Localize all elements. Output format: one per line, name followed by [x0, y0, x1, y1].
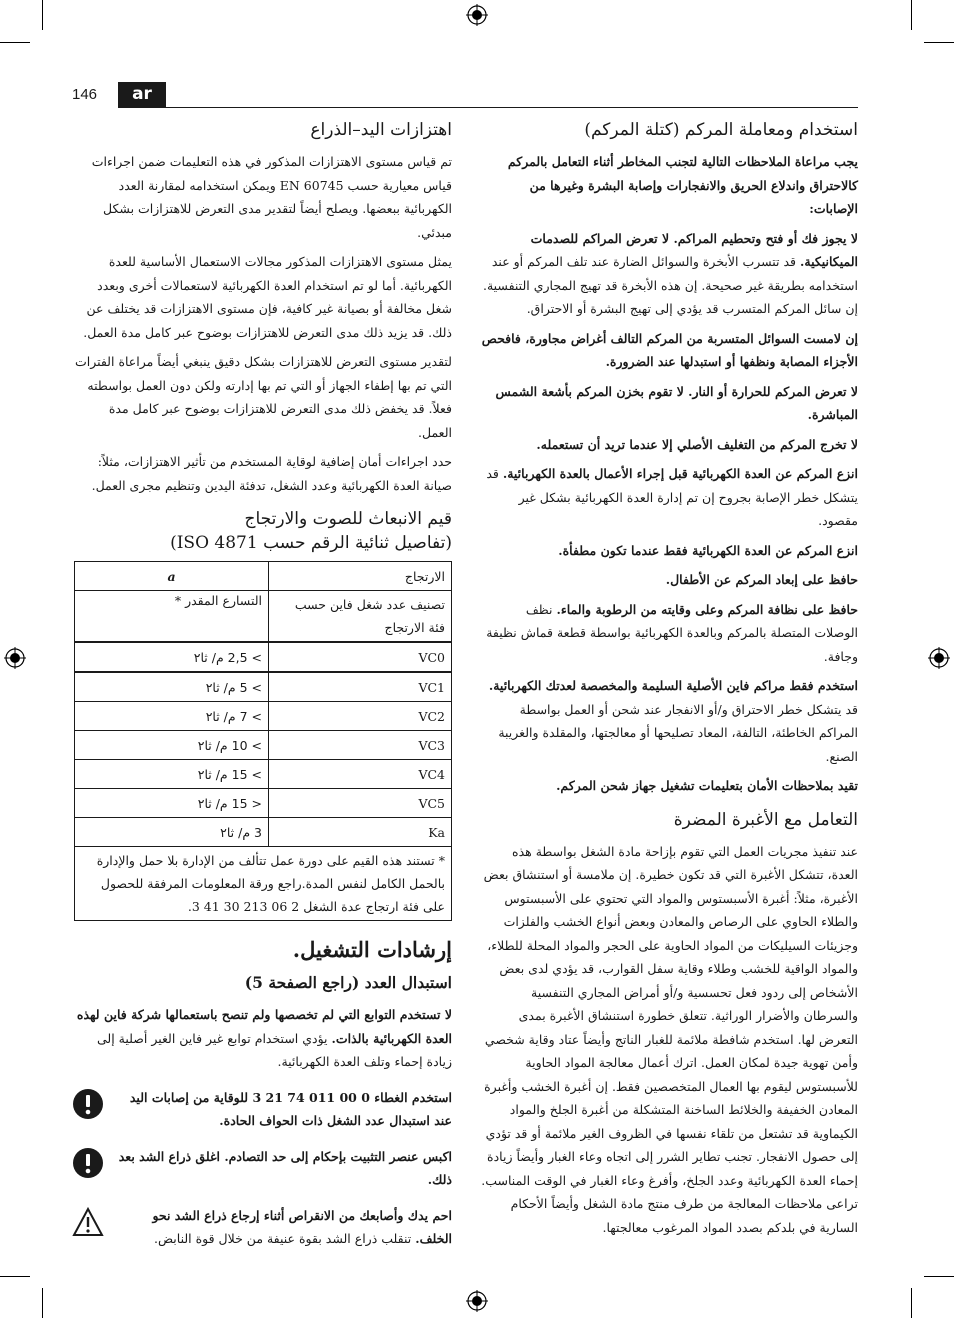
battery-paragraph: تقيد بملاحظات الأمان بتعليمات تشغيل جهاز شحن المركم. [556, 778, 858, 793]
warning-item [72, 1086, 452, 1133]
crop-mark [0, 42, 30, 43]
crop-mark [0, 1276, 30, 1277]
table-header-class: الارتجاج [269, 562, 452, 591]
battery-paragraph: انزع المركم عن العدة الكهربائية فقط عندما تكون مطفأة. [558, 542, 858, 558]
registration-mark-icon [4, 647, 26, 669]
emission-title: قيم الانبعاث للصوت والارتجاج (تفاصيل ثنائية الرقم حسب ISO 4871) [170, 509, 452, 553]
battery-paragraph: انزع المركم عن العدة الكهربائية قبل إجراء الأعمال بالعدة الكهربائية. قد يتشكل خطر الإصابة بجروح إن تم إدارة العدة الكهربائية بشكل غير مقصود. [486, 466, 858, 528]
table-row [75, 760, 452, 789]
table-row [75, 818, 452, 847]
table-cell-value: > 15 م/ ثا٢ [75, 760, 269, 789]
battery-intro: يجب مراعاة الملاحظات التالية لتجنب المخاطر أثناء التعامل بالمركم كالاحتراق واندلاع الحريق والانفجارات وإصابة البشرة وغيرها من الإصابات: [507, 154, 858, 216]
table-cell-value: 3 م/ ثا٢ [75, 818, 269, 847]
battery-paragraph: حافظ على نظافة المركم وعلى وقايته من الرطوبة والماء. نظف الوصلات المتصلة بالمركم وبالعدة الكهربائية بواسطة قطعة قماش نظيفة وجافة. [486, 601, 858, 664]
table-cell-value: < 15 م/ ثا٢ [75, 789, 269, 818]
warning-item [72, 1204, 452, 1251]
registration-mark-icon [466, 1290, 488, 1312]
table-cell-class: VC5 [269, 789, 452, 818]
vibration-paragraph: تم قياس مستوى الاهتزازات المذكور في هذه التعليمات ضمن اجراءات قياس معيارية حسب EN 60745 ويمكن استخدامه لمقارنة العدد الكهربائية ببعضها. ويصلح أيضاً لتقدير مدى التعرض للاهتزازات بشكل مبدئي. [91, 154, 452, 240]
table-cell-class: Ka [269, 818, 452, 847]
warning-item [72, 1145, 452, 1192]
table-cell-class: VC4 [269, 760, 452, 789]
dust-section-title: التعامل مع الأغبرة المضرة [673, 809, 858, 830]
table-row [75, 672, 452, 702]
header-rule [166, 107, 858, 108]
warning-text: استخدم الغطاء 0 00 011 74 21 3 للوقاية من إصابات اليد عند استبدال عدد الشغل ذات الحواف الحادة. [129, 1089, 452, 1128]
battery-section-title: استخدام ومعاملة المركم (كتلة المركم) [584, 120, 858, 140]
tool-change-title: استبدال العدد (راجع الصفحة 5) [244, 973, 452, 992]
mandatory-notice-icon [72, 1147, 104, 1179]
battery-paragraph: لا تخرج المركم من التغليف الأصلي إلا عندما تريد أن تستعمله. [536, 436, 858, 452]
registration-mark-icon [466, 4, 488, 26]
battery-paragraph: حافظ على إبعاد المركم عن الأطفال. [665, 572, 858, 587]
table-header-value: a [75, 562, 269, 591]
crop-mark [924, 42, 954, 43]
table-cell-value: > 5 م/ ثا٢ [75, 672, 269, 702]
table-footnote: * تستند هذه القيم على دورة عمل تتألف من الإدارة بلا حمل والإدارة بالحمل الكامل لنفس المدة.راجع ورقة المعلومات المرفقة للحصول على فئة ارتجاج عدة الشغل 2 06 213 30 41 3. [75, 847, 452, 921]
table-footnote-row [75, 847, 452, 921]
registration-mark-icon [928, 647, 950, 669]
table-row [75, 702, 452, 731]
table-subheader-value: التسارع المقدر * [75, 591, 269, 643]
crop-mark [42, 1288, 43, 1318]
table-cell-class: VC3 [269, 731, 452, 760]
warning-text: احم يدك وأصابعك من الانقراص أثناء إرجاع ذراع الشد نحو الخلف. تنقلب ذراع الشد بقوة عنيفة من خلال قوة النابض. [152, 1207, 452, 1246]
table-row [75, 642, 452, 672]
vibration-paragraph: حدد اجراءات أمان إضافية لوقاية المستخدم من تأثير الاهتزازات، مثلاً: صيانة العدة الكهربائية وعدد الشغل، تدفئة اليدين وتنظيم مجرى العمل. [91, 454, 452, 493]
right-column [480, 118, 858, 1245]
tool-change-paragraph: لا تستخدم التوابع التي لم تخصصها ولم تنصح باستعمالها شركة فاين لهذه العدة الكهربائية بالذات. يؤدي استخدام توابع غير فاين الغير أصلية إلى زيادة إحماء وتلف العدة الكهربائية. [76, 1007, 452, 1069]
table-subheader-class: تصنيف عدد شغل فاين حسب فئة الارتجاج [269, 591, 452, 643]
vibration-paragraph: يمثل مستوى الاهتزازات المذكور مجالات الاستعمال الأساسية للعدة الكهربائية. أما لو تم استخدام العدة الكهربائية لاستعمالات أخرى وبعدد شغل مخالفة أو بصيانة غير كافية، فإن مستوى الاهتزازات قد يختلف عن ذلك. قد يزيد ذلك مدى التعرض للاهتزازات بوضوح عبر كامل مدة العمل. [83, 254, 452, 340]
page-number: 146 [72, 86, 98, 103]
warning-triangle-icon [72, 1206, 104, 1238]
table-cell-value: > 10 م/ ثا٢ [75, 731, 269, 760]
battery-paragraph: استخدم فقط مراكم فاين الأصلية السليمة والمخصصة لعدتك الكهربائية. قد يتشكل خطر الاحتراق و/أو الانفجار عند شحن أو العمل بواسطة المراكم الخاطئة، التالفة، المعاد تصليحها أو معالجتها، والمقلدة والغريبة الصنع. [488, 678, 858, 764]
table-cell-class: VC0 [269, 642, 452, 672]
crop-mark [42, 0, 43, 30]
table-subheader-row [75, 591, 452, 643]
mandatory-notice-icon [72, 1088, 104, 1120]
crop-mark [924, 1276, 954, 1277]
table-cell-class: VC2 [269, 702, 452, 731]
table-cell-class: VC1 [269, 672, 452, 702]
warning-text: اكبس عنصر التثبيت بإحكام إلى حد التصادم. اغلق ذراع الشد بعد ذلك. [118, 1148, 452, 1187]
battery-paragraph: لا يجوز فك أو فتح وتحطيم المراكم. لا تعرض المراكم للصدمات الميكانيكية. قد تتسرب الأبخرة والسوائل الضارة عند تلف المركم أو عند استخدامه بطريقة غير صحيحة. إن هذه الأبخرة قد تهيج المجاري التنفسية. إن سائل المركم المتسرب قد يؤدي إلى تهيج البشرة أو الاحتراق. [482, 230, 858, 316]
left-column [72, 118, 452, 1257]
table-row [75, 789, 452, 818]
battery-paragraph: إن لامست السوائل المتسربة من المركم التالف أغراض مجاورة، فافحص الأجزاء المصابة ونظفها أو استبدلها عند الضرورة. [481, 330, 858, 369]
operating-instructions-title: إرشادات التشغيل. [292, 937, 452, 962]
table-header-row [75, 562, 452, 591]
table-cell-value: > 7 م/ ثا٢ [75, 702, 269, 731]
vibration-section-title: اهتزازات اليد–الذراع [310, 120, 452, 140]
vibration-table [74, 561, 452, 921]
crop-mark [911, 1288, 912, 1318]
table-row [75, 731, 452, 760]
dust-paragraph: عند تنفيذ مجريات العمل التي تقوم بإزاحة مادة الشغل بواسطة هذه العدة، تتشكل الأغبرة التي قد تكون خطيرة. إن ملامسة أو استنشاق بعض الأغبرة، مثلاً: أغبرة الأسبستوس والمواد التي تحتوي على الأسبستوس والطلاء الحاوي على الرصاص والمعادن وبعض أنواع الخشب والفلزات وجزيئات السيليكات من المواد الحاوية على الحجر والمواد المحلة للطلاء، والمواد الواقية للخشب وطلاء وقاية سفل القوارب، قد يؤدي لدى بعض الأشخاص إلى ردود فعل تحسسية و/أو أمراض المجاري التنفسية والسرطان والأضرار الوراثية. تتعلق خطورة استنشاق الأغبرة بمدى التعرض لها. استخدم شافطة ملائمة للغبار الناتج وأيضاً عتاد وقاية شخصي وأمن تهوية جيدة لمكان العمل. اترك أعمال معالجة المواد الحاوية للأسبستوس ليقوم بها العمال المتخصصين فقط. إن أغبرة الخشب وأغبرة المعادن الخفيفة والخلائط الساخنة المتشكلة من أغبرة الجلخ والمواد الكيماوية قد تشتعل من تلقاء نفسها في الظروف الغير ملائمة أو قد تؤدي إلى حصول الانفجار. تجنب تطاير الشرر إلى اتجاه وعاء الغبار وأيضاً زيادة إحماء العدة الكهربائية وعدد الجلخ، وأفرغ وعاء الغبار في الوقت المناسب. تراعى ملاحظات المعالجة من طرف منتج مادة الشغل وأيضاً الأحكام السارية في بلدكم بصدد المواد المرغوب معالجتها. [481, 843, 858, 1235]
table-cell-value: > 2,5 م/ ثا٢ [75, 642, 269, 672]
vibration-paragraph: لتقدير مستوى التعرض للاهتزازات بشكل دقيق ينبغي أيضاً مراعاة الفترات التي تم بها إطفاء الجهاز أو التي تم بها إدارته ولكن دون العمل بواسطته فعلاً. قد يخفض ذلك مدى التعرض للاهتزازات بوضوح عبر كامل مدة العمل. [74, 354, 452, 440]
battery-paragraph: لا تعرض المركم للحرارة أو النار. لا تقوم بخزن المركم بأشعة الشمس المباشرة. [495, 383, 858, 422]
language-badge: ar [118, 82, 166, 108]
crop-mark [911, 0, 912, 30]
